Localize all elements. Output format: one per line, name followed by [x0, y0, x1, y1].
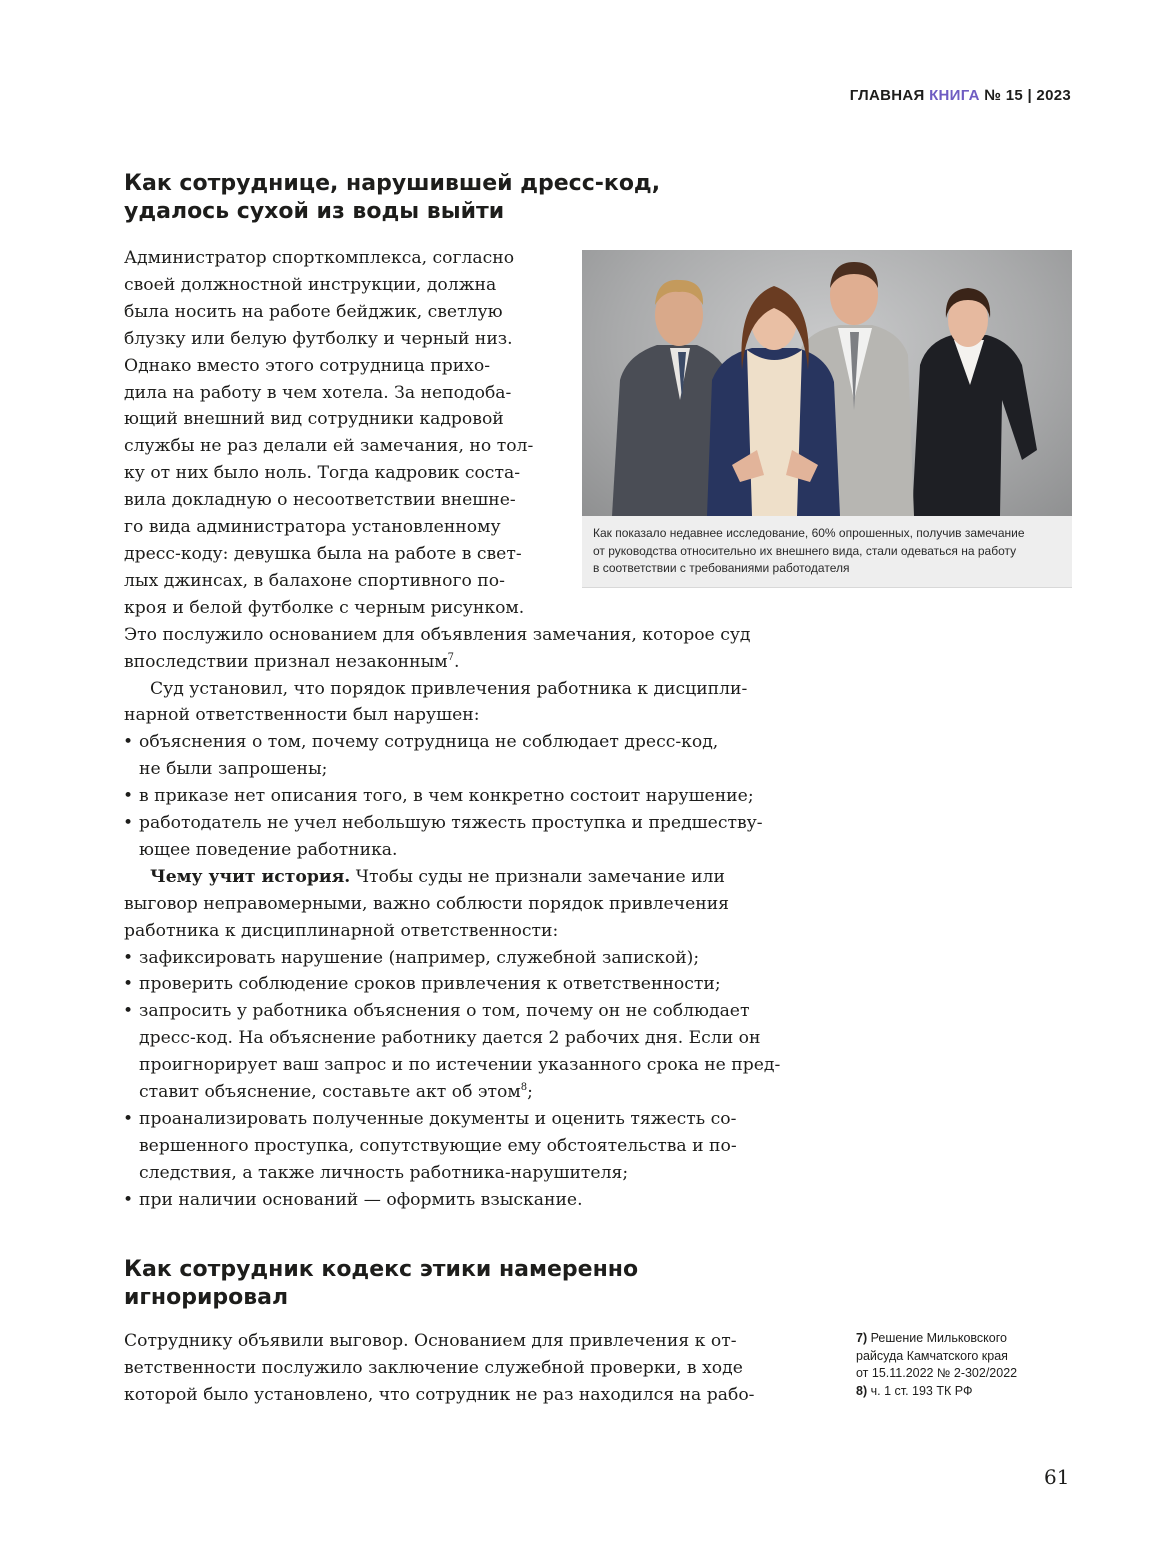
text-line: которой было установлено, что сотрудник не раз находился на рабо-: [124, 1384, 755, 1405]
bullet-icon: •: [123, 974, 134, 995]
business-team-illustration: [582, 250, 1072, 516]
text-line: го вида администратора установленному: [124, 517, 501, 538]
masthead-brand-part1: ГЛАВНАЯ: [849, 87, 925, 104]
caption-line: от руководства относительно их внешнего вида, стали одеваться на работу: [593, 543, 1017, 558]
text-line: ющий внешний вид сотрудники кадровой: [124, 409, 504, 430]
bullet-icon: •: [123, 1109, 134, 1129]
footnote-7-text-cont: от 15.11.2022 № 2-302/2022: [856, 1366, 1018, 1380]
bullet-item: [124, 810, 780, 837]
masthead-brand-part2: КНИГА: [929, 87, 980, 104]
bullet-text-cont: не были запрошены;: [139, 759, 328, 780]
bullet-item: [124, 998, 780, 1025]
photo-caption: [593, 525, 1063, 578]
bullet-text-cont: ющее поведение работника.: [139, 839, 398, 860]
text-line: своей должностной инструкции, должна: [124, 274, 497, 295]
footnotes: [856, 1330, 1076, 1400]
text-line: ветственности послужило заключение служебной проверки, в ходе: [124, 1357, 743, 1378]
footnote-8-text: ч. 1 ст. 193 ТК РФ: [870, 1383, 973, 1398]
footnote-7-text: Решение Мильковского: [870, 1331, 1007, 1345]
text-line: была носить на работе бейджик, светлую: [124, 301, 503, 322]
bullet-text: запросить у работника объяснения о том, почему он не соблюдает: [139, 1001, 750, 1022]
page-number: 61: [1044, 1465, 1070, 1489]
heading-line: Как сотруднице, нарушившей дресс-код,: [124, 171, 661, 196]
bullet-icon: •: [123, 813, 134, 834]
lesson-line: [124, 864, 780, 891]
bullet-text: в приказе нет описания того, в чем конкретно состоит нарушение;: [139, 786, 754, 807]
bullet-text: работодатель не учел небольшую тяжесть проступка и предшеству-: [139, 813, 763, 834]
text-line: кроя и белой футболке с черным рисунком.: [124, 597, 525, 618]
text-line: дила на работу в чем хотела. За неподоба-: [124, 382, 512, 403]
section2-body: [124, 1328, 754, 1409]
masthead: [850, 87, 1071, 104]
bullet-text-cont: дресс-код. На объяснение работнику дается 2 рабочих дня. Если он: [139, 1028, 761, 1049]
person-woman-right: [912, 288, 1037, 516]
photo-figure: [582, 250, 1072, 588]
bullet-item: [124, 1106, 780, 1133]
footnote-8: [856, 1383, 1076, 1401]
text-line: блузку или белую футболку и черный низ.: [124, 328, 513, 349]
text-line: лых джинсах, в балахоне спортивного по-: [124, 570, 505, 591]
lesson-label: Чему учит история.: [150, 866, 351, 887]
lesson-text: Чтобы суды не признали замечание или: [355, 866, 725, 887]
text-line: нарной ответственности был нарушен:: [124, 705, 480, 726]
text-line: выговор неправомерными, важно соблюсти порядок привлечения: [124, 893, 729, 914]
heading-line: Как сотрудник кодекс этики намеренно: [124, 1257, 639, 1282]
text-line: Суд установил, что порядок привлечения работника к дисципли-: [150, 678, 748, 699]
section1-heading: [124, 170, 744, 226]
heading-line: удалось сухой из воды выйти: [124, 199, 505, 224]
bullet-text: зафиксировать нарушение (например, служебной запиской);: [139, 947, 700, 968]
step3-end: ;: [527, 1082, 533, 1103]
text-line: Сотруднику объявили выговор. Основанием для привлечения к от-: [124, 1331, 737, 1351]
caption-line: Как показало недавнее исследование, 60% опрошенных, получив замечание: [593, 526, 1025, 540]
footnote-ref-7[interactable]: 7: [447, 651, 455, 663]
bullet-item: [124, 783, 780, 810]
bullet-icon: •: [123, 786, 134, 807]
team-photo: [582, 250, 1072, 516]
footnote-7: [856, 1330, 1076, 1348]
caption-line: в соответствии с требованиями работодателя: [593, 561, 850, 575]
bullet-item: [124, 1187, 780, 1214]
text-line: службы не раз делали ей замечания, но тол-: [124, 436, 534, 457]
bullet-text: объяснения о том, почему сотрудница не соблюдает дресс-код,: [139, 732, 719, 753]
bullet-icon: •: [123, 732, 134, 753]
bullet-text: проверить соблюдение сроков привлечения к ответственности;: [139, 974, 721, 995]
text-line: Однако вместо этого сотрудница прихо-: [124, 355, 491, 376]
court-line: впоследствии признал незаконным: [124, 651, 448, 672]
text-line: Администратор спорткомплекса, согласно: [124, 248, 515, 268]
text-line: впоследствии признал незаконным$^7$.: [124, 651, 460, 672]
text-line: работника к дисциплинарной ответственности:: [124, 920, 559, 941]
text-line: ку от них было ноль. Тогда кадровик соста-: [124, 463, 521, 484]
bullet-text-cont: проигнорирует ваш запрос и по истечении указанного срока не пред-: [139, 1055, 781, 1076]
bullet-icon: •: [123, 1189, 134, 1210]
section2-heading: [124, 1256, 744, 1312]
footnote-7-number: 7): [856, 1331, 868, 1345]
step3-last-line: ставит объяснение, составьте акт об этом: [139, 1082, 521, 1103]
bullet-icon: •: [123, 947, 134, 968]
footnote-8-number: 8): [856, 1383, 868, 1398]
heading-line: игнорировал: [124, 1285, 289, 1310]
footnote-ref-8[interactable]: 8: [520, 1082, 528, 1094]
bullet-text-cont: [124, 1079, 780, 1106]
footnote-7-text-cont: райсуда Камчатского края: [856, 1348, 1008, 1363]
bullet-text: проанализировать полученные документы и оценить тяжесть со-: [139, 1109, 737, 1129]
bullet-item: [124, 945, 780, 972]
bullet-text-cont: вершенного проступка, сопутствующие ему обстоятельства и по-: [139, 1135, 737, 1156]
text-line: Это послужило основанием для объявления замечания, которое суд: [124, 624, 751, 645]
bullet-item: [124, 971, 780, 998]
masthead-issue: № 15 | 2023: [984, 87, 1071, 104]
bullet-text-cont: следствия, а также личность работника-нарушителя;: [139, 1162, 629, 1183]
person-woman-blue-blazer: [707, 286, 840, 516]
text-line: дресс-коду: девушка была на работе в свет-: [124, 543, 522, 564]
bullet-text: при наличии оснований — оформить взыскание.: [139, 1189, 583, 1210]
bullet-icon: •: [123, 1001, 134, 1022]
text-line: вила докладную о несоответствии внешне-: [124, 490, 516, 511]
bullet-item: [124, 729, 780, 756]
